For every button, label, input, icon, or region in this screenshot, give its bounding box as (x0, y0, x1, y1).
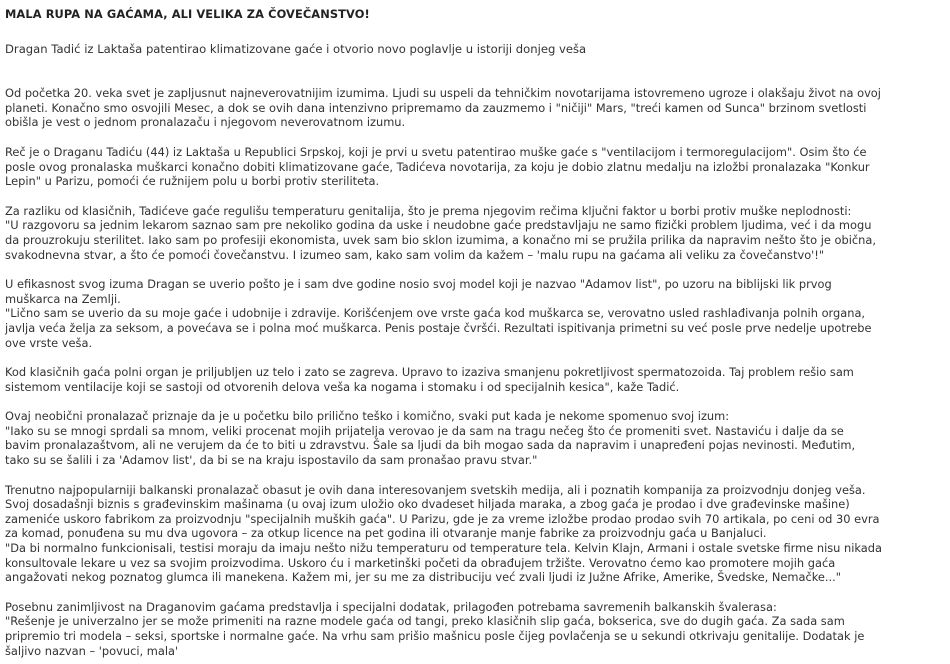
paragraph-line: tako su se šalili i za 'Adamov list', da bi se na kraju ispostavilo da sam pronašao pravu stvar." (5, 453, 538, 468)
article-paragraph (5, 409, 944, 467)
article-paragraph (5, 86, 944, 130)
paragraph-line: Kod klasičnih gaća polni organ je priljubljen uz telo i zato se zagreva. Upravo to izaziva smanjenu pokretljivost spermatozoida. Taj problem rešio sam (5, 365, 854, 380)
article-paragraph (5, 483, 944, 585)
article-paragraph (5, 145, 944, 189)
paragraph-line: Trenutno najpopularniji balkanski pronalazač obasut je ovih dana interesovanjem svetskih medija, ali i poznatih kompanija za proizvodnju donjeg veša. (5, 482, 866, 497)
article-paragraph (5, 277, 944, 350)
paragraph-line: Reč je o Draganu Tadiću (44) iz Laktaša u Republici Srpskoj, koji je prvi u svetu patentirao muške gaće s "ventilacijom i termoregulacijom". Osim što će (5, 144, 867, 159)
paragraph-line: ove vrste veša. (5, 335, 93, 350)
paragraph-line: šaljivo nazvan – 'povuci, mala' (5, 643, 179, 658)
paragraph-line: "Rešenje je univerzalno jer se može primeniti na razne modele gaća od tangi, preko klasičnih slip gaća, bokserica, sve do dugih gaća. Za sada sam (5, 614, 845, 629)
paragraph-line: Od početka 20. veka svet je zapljusnut najneverovatnijim izumima. Ljudi su uspeli da tehničkim novotarijama istovremeno ugroze i olakšaju život na ovoj (5, 86, 881, 101)
paragraph-line: planeti. Konačno smo osvojili Mesec, a dok se ovih dana intenzivno pripremamo da zauzmemo i "ničiji" Mars, "treći kamen od Sunca" brzinom svetlosti (5, 100, 867, 115)
paragraph-line: zameniće uskoro fabrikom za proizvodnju "specijalnih muških gaća". U Parizu, gde je za vreme izložbe prodao prodao svih 70 artikala, po ceni od 30 evra (5, 511, 880, 526)
article-title: MALA RUPA NA GAĆAMA, ALI VELIKA ZA ČOVEČANSTVO! (5, 7, 370, 21)
paragraph-line: Ovaj neobični pronalazač priznaje da je u početku bilo prilično teško i komično, svaki put kada je nekome spomenuo svoj izum: (5, 409, 730, 424)
paragraph-line: Za razliku od klasičnih, Tadićeve gaće regulišu temperaturu genitalija, što je prema njegovim rečima ključni faktor u borbi protiv muške neplodnosti: (5, 203, 852, 218)
paragraph-line: sistemom ventilacije koji se sastoji od otvorenih delova veša ka nogama i stomaku i od specijalnih kesica", kaže Tadić. (5, 379, 680, 394)
paragraph-line: bavim pronalazaštvom, ali ne verujem da će to biti u zdravstvu. Šale sa ljudi da bih mogao sada da napravim i unapređeni pojas nevinosti. Međutim, (5, 438, 856, 453)
paragraph-line: pripremio tri modela – seksi, sportske i normalne gaće. Na vrhu sam prišio mašnicu posle čijeg povlačenja se u sekundi otkrivaju genitalije. Dodatak je (5, 629, 865, 643)
article-paragraph (5, 600, 944, 658)
paragraph-line: "Lično sam se uverio da su moje gaće i udobnije i zdravije. Korišćenjem ove vrste gaća kod muškarca se, verovatno usled rashlađivanja polnih organa, (5, 306, 866, 321)
paragraph-line: Posebnu zanimljivost na Draganovim gaćama predstavlja i specijalni dodatak, prilagođen potrebama savremenih balkanskih švalerasa: (5, 599, 777, 614)
paragraph-line: svakodnevna stvar, a što će pomoći čovečanstvu. I izumeo sam, kako sam volim da kažem – 'malu rupu na gaćama ali veliku za čovečanstvo'!" (5, 247, 825, 262)
paragraph-line: muškarca na Zemlji. (5, 291, 121, 306)
paragraph-line: javlja veća želja za seksom, a povećava se i polna moć muškarca. Penis postaje čvršći. Rezultati ispitivanja primetni su već posle prve nedelje upotrebe (5, 320, 872, 335)
article-lead: Dragan Tadić iz Laktaša patentirao klimatizovane gaće i otvorio novo poglavlje u istoriji donjeg veša (5, 41, 587, 56)
paragraph-line: da prouzrokuju sterilitet. Iako sam po profesiji ekonomista, uvek sam bio sklon izumima, a konačno mi se pružila prilika da napravim nešto što je obična, (5, 232, 876, 247)
paragraph-line: "Iako su se mnogi sprdali sa mnom, veliki procenat mojih prijatelja verovao je da sam na tragu nečeg što će promeniti svet. Nastaviću i dalje da se (5, 423, 844, 438)
paragraph-line: "Da bi normalno funkcionisali, testisi moraju da imaju nešto nižu temperaturu od temperature tela. Kelvin Klajn, Armani i ostale svetske firme nisu nikada (5, 541, 882, 556)
paragraph-line: za komad, ponuđena su mu dva ugovora – za otkup licence na pet godina ili otvaranje manje fabrike za proizvodnju gaća u Banjaluci. (5, 526, 767, 541)
paragraph-line: U efikasnost svog izuma Dragan se uverio pošto je i sam dve godine nosio svoj model koji je nazvao "Adamov list", po uzoru na biblijski lik prvog (5, 277, 832, 292)
paragraph-line: posle ovog pronalaska muškarci konačno dobiti klimatizovane gaće, Tadićeva novotarija, za koju je dobio zlatnu medalju na izložbi pronalazaka "Konkur (5, 159, 870, 174)
paragraph-line: obišla je vest o jednom pronalazaču i njegovom neverovatnom izumu. (5, 115, 406, 130)
article-body (5, 86, 944, 658)
paragraph-line: Lepin" u Parizu, pomoći će ružnijem polu u borbi protiv steriliteta. (5, 174, 380, 189)
article-paragraph (5, 204, 944, 262)
article-paragraph (5, 365, 944, 394)
paragraph-line: angažovati nekog poznatog glumca ili manekena. Kažem mi, jer su me za distribuciju već zvali ljudi iz Južne Afrike, Amerike, Švedske, Nemačke..." (5, 570, 842, 585)
paragraph-line: Svoj dosadašnji biznis s građevinskim mašinama (u ovaj izum uložio oko dvadeset hiljada maraka, a zbog gaća je prodao i dve građevinske mašine) (5, 497, 850, 512)
paragraph-line: "U razgovoru sa jednim lekarom saznao sam pre nekoliko godina da uske i neudobne gaće predstavljaju ne samo fizički problem ljudima, već i da mogu (5, 218, 872, 233)
paragraph-line: konsultovale lekare u vez sa svojim proizvodima. Uskoro ću i marketinški početi da obrađujem tržište. Verovatno ćemo kao promotere mojih gaća (5, 555, 836, 570)
